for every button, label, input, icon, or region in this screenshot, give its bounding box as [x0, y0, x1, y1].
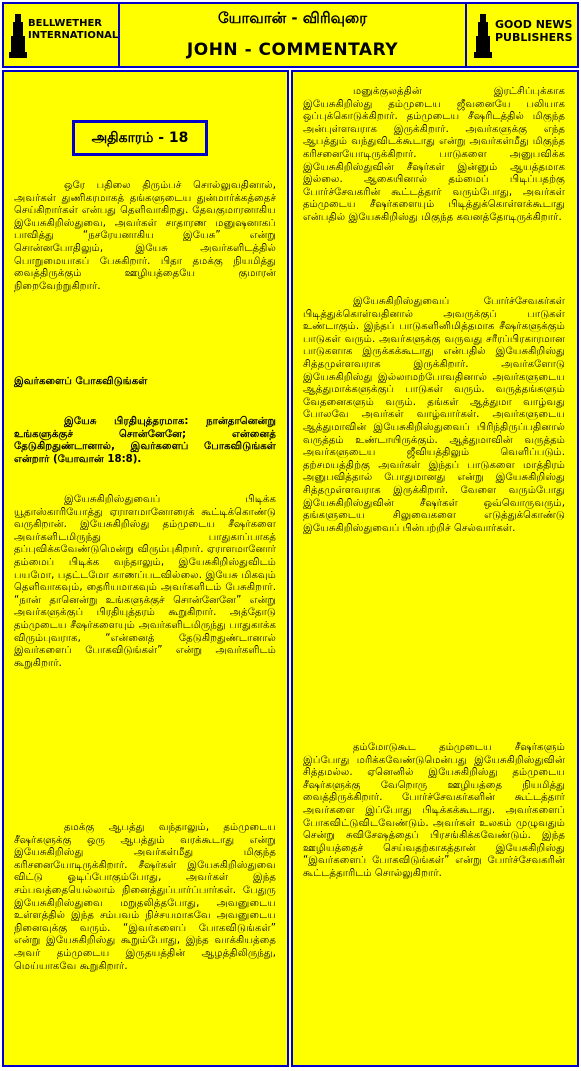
- header-divider-right: [465, 4, 467, 66]
- right-paragraph-3: தம்மோடுகூட தம்முடைய சீஷர்களும் இப்போது மரிக்கவேண்டுமென்பது இயேசுகிறிஸ்துவின் சித்தமல்ல. ஏனெனில் இயேசுகிறிஸ்து தம்முடைய சீஷர்களுக்கு வேறொரு ஊழியத்தை நியமித்து வைத்திருக்கிறார். போர்ச்சேவகர்களின் கூட்டத்தார் அவர்களை இப்போது பிடிக்கக்கூடாது. அவர்களைப் போகவிட்டுவிடவேண்டும். அவர்கள் உலகம் முழுவதும் சென்று சுவிசேஷத்தைப் பிரசங்கிக்கவேண்டும். இந்த ஊழியத்தைச் செய்வதற்காகத்தான் இயேசுகிறிஸ்து “இவர்களைப் போகவிடுங்கள்” என்று போர்ச்சேவகரின் கூட்டத்தாரிடம் சொல்லுகிறார்.: [303, 742, 565, 879]
- tower-icon: [473, 12, 493, 62]
- right-paragraph-1: மனுக்குலத்தின் இரட்சிப்புக்காக இயேசுகிறிஸ்து தம்முடைய ஜீவனையே பலியாக ஒப்புக்கொடுக்கிறார். தம்முடைய சீஷரிடத்தில் மிகுந்த அன்புள்ளவராக இருக்கிறார். அவர்களுக்கு எந்த ஆபத்தும் வந்துவிடக்கூடாது என்று அவர்கள்மீது மிகுந்த கரிசனையோடிருக்கிறார். பாடுகளை அனுபவிக்க இயேசுகிறிஸ்துவின் சீஷர்கள் இன்னும் ஆயத்தமாக இல்லை. ஆகையினால் தம்மைப் பிடிப்பதற்கு போர்ச்சேவகரின் கூட்டத்தார் வரும்போது, அவர்கள் தம்முடைய சீஷர்களையும் பிடித்துக்கொள்ளக்கூடாது என்பதில் இயேசுகிறிஸ்து மிகுந்த கவனத்தோடிருக்கிறார்.: [303, 86, 565, 223]
- header-banner: [2, 2, 579, 68]
- left-paragraph-1: ஒரே பதிலை திரும்பச் சொல்லுவதினால், அவர்கள் துணிகரமாகத் தங்களுடைய துன்மார்க்கத்தைச் செய்கிறார்கள் என்பது தெளிவாகிறது. தேவகுமாரனாகிய இயேசுகிறிஸ்துவை, அவர்கள் சாதாரண மனுஷனாகப் பாவித்து “நசரேயனாகிய இயேசு” என்று சொன்னபோதிலும், இயேசு அவர்களிடத்தில் பொறுமையாகப் பேசுகிறார். பிதா தமக்கு நியமித்து வைத்திருக்கும் ஊழியத்தையே குமாரன் நிறைவேற்றுகிறார்.: [14, 180, 276, 292]
- chapter-label: அதிகாரம் - 18: [72, 120, 208, 156]
- left-paragraph-3: தமக்கு ஆபத்து வந்தாலும், தம்முடைய சீஷர்களுக்கு ஒரு ஆபத்தும் வரக்கூடாது என்று இயேசுகிறிஸ்து அவர்கள்மீது மிகுந்த கரிசனையோடிருக்கிறார். சீஷர்கள் இயேசுகிறிஸ்துவை விட்டு ஓடிப்போகும்போது, அவர்கள் இந்த சம்பவத்தையெல்லாம் நினைத்துப்பார்ப்பார்கள். பேதுரு இயேசுகிறிஸ்துவை மறுதலித்தபோது, அவனுடைய உள்ளத்தில் இந்த சம்பவம் நிச்சயமாகவே அவனுடைய நினைவுக்கு வரும். “இவர்களைப் போகவிடுங்கள்” என்று இயேசுகிறிஸ்து கூறும்போது, இந்த வாக்கியத்தை அவர் தம்முடைய இருதயத்தின் ஆழத்திலிருந்து, மெய்யாகவே கூறுகிறார்.: [14, 822, 276, 972]
- title-tamil: யோவான் - விரிவுரை: [218, 9, 367, 27]
- title-english: JOHN - COMMENTARY: [186, 40, 399, 60]
- good-news-logo: [473, 8, 573, 64]
- scripture-quote: இயேசு பிரதியுத்தரமாக: நான்தானென்று உங்களுக்குச் சொன்னேனே; என்னைத் தேடுகிறதுண்டானால், இவர்களைப் போகவிடுங்கள் என்றார் (யோவான் 18:8).: [14, 416, 276, 465]
- bellwether-logo: [8, 8, 119, 64]
- section-heading: இவர்களைப் போகவிடுங்கள்: [14, 376, 148, 387]
- right-paragraph-2: இயேசுகிறிஸ்துவைப் போர்ச்சேவகர்கள் பிடித்துக்கொள்வதினால் அவருக்குப் பாடுகள் உண்டாகும். இந்தப் பாடுகளினிமித்தமாக சீஷர்களுக்கும் பாடுகள் வரும். அவர்களுக்கு வருவது சரீரப்பிரகாரமான பாடுகளாக இருக்கக்கூடாது என்பதில் இயேசுகிறிஸ்து சித்தமுள்ளவராக இருக்கிறார். அவர்களோடு இயேசுகிறிஸ்து இல்லாமற்போவதினால் அவர்களுடைய ஆத்துமாக்களுக்குப் பாடுகள் வரும். வருத்தங்களும் வேதனைகளும் வரும். தங்கள் ஆத்துமா வாழ்வது போலவே அவர்கள் வாழ்வார்கள். அவர்களுடைய ஆத்துமாவின் இயேசுகிறிஸ்துவைப் பிரிந்திருப்பதினால் வருத்தம் உண்டாயிருக்கும். ஆத்துமாவின் வருத்தம் அவர்களுடைய ஜீவியத்திலும் வெளிப்படும். தற்சமயத்திற்கு அவர்கள் இந்தப் பாடுகளை மாத்திரம் அனுபவித்தால் போதுமானது என்று இயேசுகிறிஸ்து சித்தமுள்ளவராக இருக்கிறார். வேளை வரும்போது இயேசுகிறிஸ்துவின் சீஷர்கள் ஒவ்வொருவரும், தங்களுடைய சிலுவைகளை எடுத்துக்கொண்டு இயேசுகிறிஸ்துவைப் பின்பற்றிச் செல்வார்கள்.: [303, 296, 565, 534]
- right-column: [291, 70, 579, 1067]
- good-news-logo-text: GOOD NEWS PUBLISHERS: [495, 18, 573, 44]
- bell-tower-icon: [8, 12, 28, 62]
- header-divider-left: [118, 4, 120, 66]
- left-column: [2, 70, 289, 1067]
- left-paragraph-2: இயேசுகிறிஸ்துவைப் பிடிக்க யூதாஸ்காரியோத்து ஏராளமானோரைக் கூட்டிக்கொண்டு வருகிறான். இயேசுகிறிஸ்து தம்முடைய சீஷர்களை அவர்களிடமிருந்து பாதுகாப்பாகத் தப்புவிக்கவேண்டுமென்று விரும்புகிறார். ஏராளமானோர் தம்மைப் பிடிக்க வந்தாலும், இயேசுகிறிஸ்துவிடம் பயமோ, பதட்டமோ காணப்படவில்லை. இயேசு மிகவும் தெளிவாகவும், தைரியமாகவும் அவர்களிடம் பேசுகிறார். “நான் தானென்று உங்களுக்குச் சொன்னேனே” என்று அவர்களுக்குப் பிரதியுத்தரம் கூறுகிறார். அத்தோடு தம்முடைய சீஷர்களையும் அவர்களிடமிருந்து பாதுகாக்க விரும்புவராக, “என்னைத் தேடுகிறதுண்டானால் இவர்களைப் போகவிடுங்கள்” என்று அவர்களிடம் கூறுகிறார்.: [14, 494, 276, 669]
- bellwether-logo-text: BELLWETHER INTERNATIONAL: [28, 18, 119, 41]
